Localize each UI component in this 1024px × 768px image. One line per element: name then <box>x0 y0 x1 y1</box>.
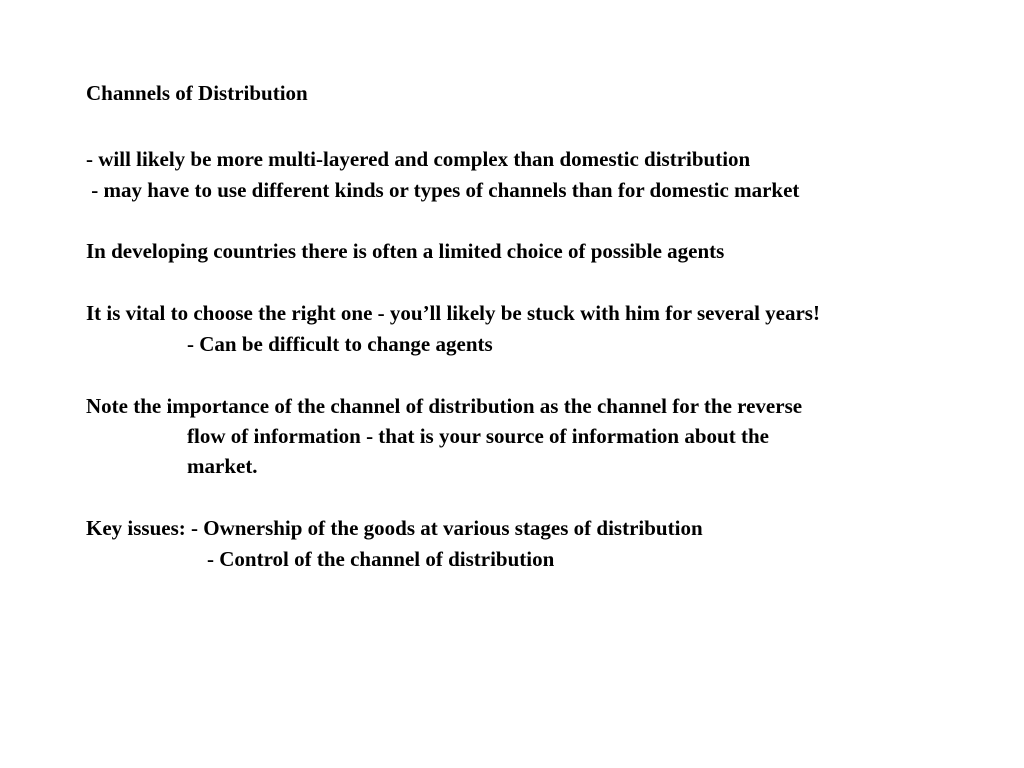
slide-title: Channels of Distribution <box>86 81 308 105</box>
text-line: It is vital to choose the right one - you’ll likely be stuck with him for several years! <box>86 301 820 325</box>
text-line: - Can be difficult to change agents <box>187 332 493 356</box>
text-line: Note the importance of the channel of distribution as the channel for the reverse <box>86 394 803 418</box>
text-line: - Control of the channel of distribution <box>207 547 555 571</box>
text-line: flow of information - that is your source of information about the <box>187 424 769 448</box>
text-line: In developing countries there is often a limited choice of possible agents <box>86 239 725 263</box>
text-line: - will likely be more multi-layered and complex than domestic distribution <box>86 147 751 171</box>
text-line: - may have to use different kinds or types of channels than for domestic market <box>86 178 800 202</box>
text-line: market. <box>187 454 258 478</box>
text-line: Key issues: - Ownership of the goods at various stages of distribution <box>86 516 703 540</box>
